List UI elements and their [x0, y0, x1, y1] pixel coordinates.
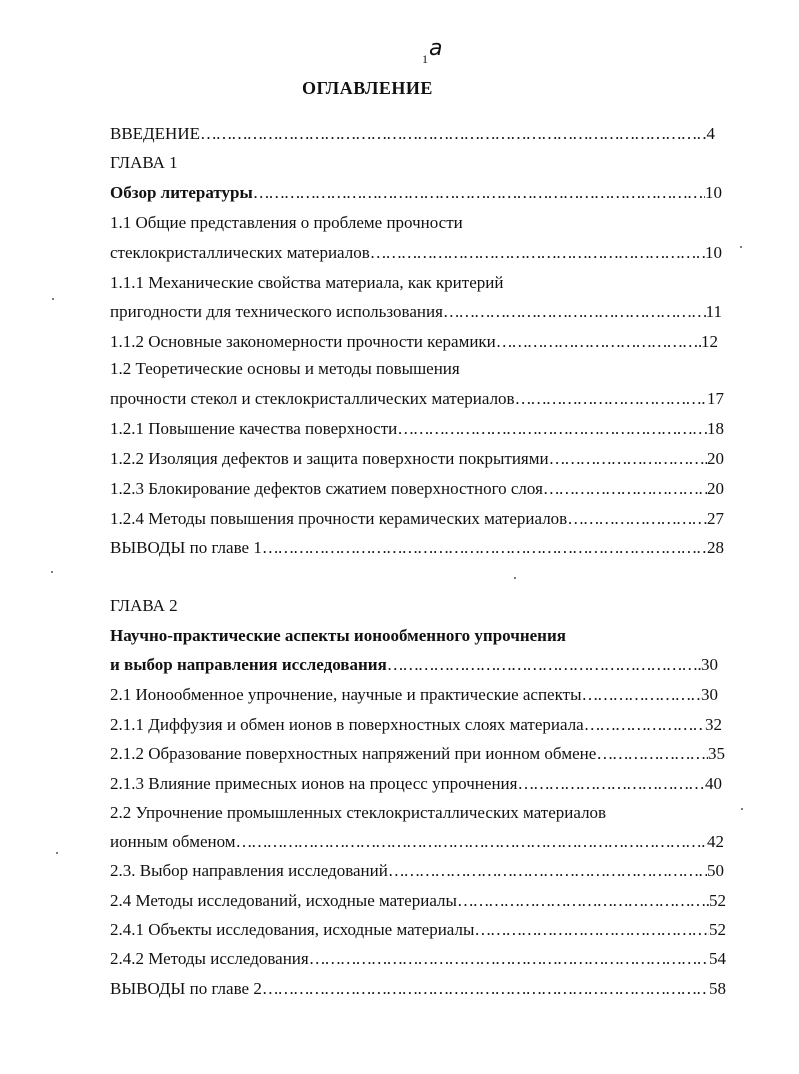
page-number-digit: 1 — [422, 52, 428, 66]
toc-entry-text: ионным обменом — [110, 832, 236, 851]
toc-entry-page: 32 — [705, 715, 722, 734]
scan-speck — [741, 808, 743, 810]
toc-entry — [110, 712, 722, 738]
toc-entry — [110, 356, 722, 382]
toc-entry-text: 1.2.4 Методы повышения прочности керамических материалов — [110, 509, 568, 528]
toc-entry — [110, 210, 722, 236]
toc-entry-text: ВВЕДЕНИЕ — [110, 124, 200, 143]
toc-entry — [110, 858, 724, 884]
toc-entry-page: 30 — [701, 685, 718, 704]
toc-entry — [110, 800, 730, 826]
toc-entry-page: 35 — [708, 744, 725, 763]
toc-entry-page: 28 — [707, 538, 724, 557]
toc-entry — [110, 829, 724, 855]
scan-speck — [56, 852, 58, 854]
page-number-handwritten: a — [429, 36, 443, 61]
toc-entry — [110, 946, 726, 972]
toc-entry-text: Обзор литературы — [110, 183, 253, 202]
toc-entry-text: 2.4 Методы исследований, исходные материалы — [110, 891, 457, 910]
toc-entry-page: 20 — [707, 479, 724, 498]
toc-entry — [110, 270, 722, 296]
toc-entry-page: 17 — [707, 389, 724, 408]
toc-entry-text: 2.1.1 Диффузия и обмен ионов в поверхностных слоях материала — [110, 715, 584, 734]
toc-entry — [110, 771, 722, 797]
toc-entry-text: 2.3. Выбор направления исследований — [110, 861, 388, 880]
scan-speck — [52, 298, 54, 300]
toc-entry-page: 42 — [707, 832, 724, 851]
toc-entry — [110, 446, 724, 472]
toc-chapter-2-title — [110, 623, 724, 649]
toc-entry-text: Научно-практические аспекты ионообменного упрочнения — [110, 626, 566, 645]
toc-entry — [110, 888, 726, 914]
toc-entry-page: 4 — [706, 124, 715, 143]
scan-speck — [51, 571, 53, 573]
toc-entry — [110, 299, 722, 325]
toc-entry-text: 2.1.3 Влияние примесных ионов на процесс упрочнения — [110, 774, 518, 793]
toc-entry-text: ГЛАВА 1 — [110, 153, 178, 172]
page-number — [422, 36, 442, 67]
toc-entry-text: 2.4.2 Методы исследования — [110, 949, 309, 968]
toc-entry — [110, 416, 724, 442]
toc-chapter-1-title — [110, 180, 722, 206]
toc-entry-page: 50 — [707, 861, 724, 880]
toc-entry — [110, 329, 718, 355]
toc-entry-page: 18 — [707, 419, 724, 438]
scan-speck — [740, 246, 742, 248]
toc-entry-introduction — [110, 121, 715, 147]
page-title: ОГЛАВЛЕНИЕ — [302, 78, 433, 98]
toc-entry — [110, 476, 724, 502]
toc-entry-text: 1.1 Общие представления о проблеме прочности — [110, 213, 463, 232]
toc-entry — [110, 741, 725, 767]
toc-entry-page: 10 — [705, 243, 722, 262]
toc-entry-text: 1.1.2 Основные закономерности прочности керамики — [110, 332, 496, 351]
toc-entry-text: 1.1.1 Механические свойства материала, как критерий — [110, 273, 504, 292]
toc-entry-text: и выбор направления исследования — [110, 655, 387, 674]
toc-entry-page: 52 — [709, 920, 726, 939]
toc-entry-text: ГЛАВА 2 — [110, 596, 178, 615]
toc-entry-text: 1.2.2 Изоляция дефектов и защита поверхности покрытиями — [110, 449, 549, 468]
toc-entry-text: 2.4.1 Объекты исследования, исходные материалы — [110, 920, 475, 939]
toc-entry-page: 30 — [701, 655, 718, 674]
toc-entry-text: пригодности для технического использования — [110, 302, 443, 321]
toc-entry-text: 1.2 Теоретические основы и методы повышения — [110, 359, 460, 378]
toc-entry — [110, 240, 722, 266]
toc-entry-text: 1.2.3 Блокирование дефектов сжатием поверхностного слоя — [110, 479, 543, 498]
toc-entry-page: 20 — [707, 449, 724, 468]
toc-entry-page: 11 — [705, 302, 722, 321]
toc-entry-text: прочности стекол и стеклокристаллических материалов — [110, 389, 515, 408]
toc-entry-text: 2.1 Ионообменное упрочнение, научные и практические аспекты — [110, 685, 582, 704]
toc-entry-page: 40 — [705, 774, 722, 793]
scan-speck — [514, 577, 516, 579]
toc-entry-text: ВЫВОДЫ по главе 1 — [110, 538, 262, 557]
toc-entry — [110, 917, 726, 943]
toc-chapter-1-heading — [110, 150, 715, 176]
toc-conclusions-1 — [110, 535, 724, 561]
toc-chapter-2-title-cont — [110, 652, 718, 678]
toc-entry-page: 58 — [709, 979, 726, 998]
toc-conclusions-2 — [110, 976, 726, 1002]
toc-entry-page: 10 — [705, 183, 722, 202]
toc-entry-page: 12 — [701, 332, 718, 351]
toc-entry-text: 2.2 Упрочнение промышленных стеклокристаллических материалов — [110, 803, 607, 822]
toc-entry-text: 2.1.2 Образование поверхностных напряжений при ионном обмене — [110, 744, 597, 763]
toc-entry-page: 27 — [707, 509, 724, 528]
toc-entry-text: стеклокристаллических материалов — [110, 243, 370, 262]
toc-entry-page: 52 — [709, 891, 726, 910]
toc-entry-text: ВЫВОДЫ по главе 2 — [110, 979, 262, 998]
toc-entry-text: 1.2.1 Повышение качества поверхности — [110, 419, 398, 438]
toc-entry — [110, 506, 724, 532]
toc-chapter-2-heading — [110, 593, 724, 619]
toc-entry — [110, 386, 724, 412]
toc-entry — [110, 682, 718, 708]
toc-entry-page: 54 — [709, 949, 726, 968]
